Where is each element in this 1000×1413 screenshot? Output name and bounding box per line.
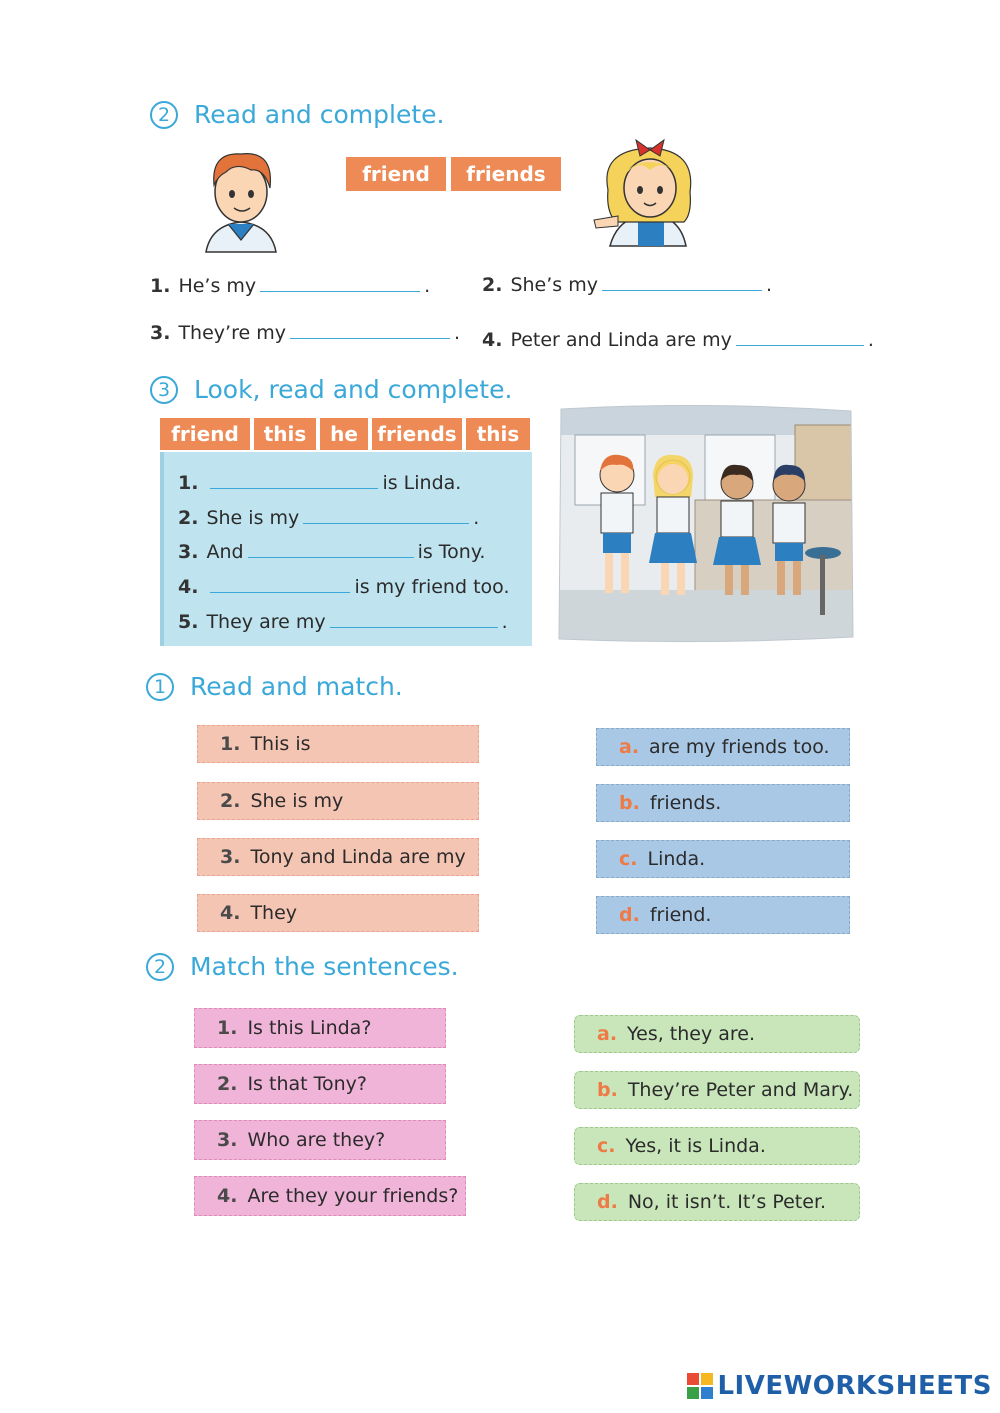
answer-blank[interactable] <box>260 273 420 292</box>
match-sentence-left-1[interactable]: 1. Is this Linda? <box>194 1008 446 1048</box>
match-sentence-right-c[interactable]: c. Yes, it is Linda. <box>574 1127 860 1165</box>
brand-text: LIVEWORKSHEETS <box>717 1371 992 1401</box>
word-chip-he: he <box>320 418 368 450</box>
section-read-complete-title <box>150 100 444 129</box>
match-sentence-left-3[interactable]: 3. Who are they? <box>194 1120 446 1160</box>
section-title-text: Read and complete. <box>194 100 445 129</box>
liveworksheets-logo-icon <box>686 1372 714 1400</box>
match-right-b[interactable]: b. friends. <box>596 784 850 822</box>
answer-blank[interactable] <box>602 272 762 291</box>
section-title-text: Match the sentences. <box>190 952 459 981</box>
match-left-1[interactable]: 1. This is <box>197 725 479 763</box>
section-match-sentences-title <box>146 952 459 981</box>
match-sentence-left-2[interactable]: 2. Is that Tony? <box>194 1064 446 1104</box>
s2-item-3: 3. And is Tony. <box>178 541 486 563</box>
s2-item-5: 5. They are my . <box>178 611 508 633</box>
s1-item-1: 1. He’s my . <box>150 275 431 297</box>
s2-item-4: 4. is my friend too. <box>178 576 510 598</box>
answer-blank[interactable] <box>210 574 350 593</box>
answer-blank[interactable] <box>736 327 864 346</box>
word-chip-this: this <box>254 418 316 450</box>
liveworksheets-brand <box>686 1371 992 1401</box>
word-chip-friends: friends <box>372 418 462 450</box>
answer-blank[interactable] <box>290 320 450 339</box>
answer-blank[interactable] <box>330 609 498 628</box>
section-read-match-title <box>146 672 403 701</box>
word-chip-friends: friends <box>451 157 561 191</box>
section-look-read-complete-title <box>150 375 512 404</box>
match-left-3[interactable]: 3. Tony and Linda are my <box>197 838 479 876</box>
s2-item-2: 2. She is my . <box>178 507 480 529</box>
match-right-a[interactable]: a. are my friends too. <box>596 728 850 766</box>
section-title-text: Read and match. <box>190 672 403 701</box>
match-right-c[interactable]: c. Linda. <box>596 840 850 878</box>
answer-blank[interactable] <box>303 505 469 524</box>
word-chip-friend: friend <box>346 157 446 191</box>
match-left-4[interactable]: 4. They <box>197 894 479 932</box>
section-title-text: Look, read and complete. <box>194 375 513 404</box>
match-left-2[interactable]: 2. She is my <box>197 782 479 820</box>
section-number: 2 <box>146 953 174 981</box>
match-sentence-right-b[interactable]: b. They’re Peter and Mary. <box>574 1071 860 1109</box>
section-number: 1 <box>146 673 174 701</box>
section-number: 3 <box>150 376 178 404</box>
answer-blank[interactable] <box>248 539 414 558</box>
girl-illustration <box>588 130 706 248</box>
match-sentence-right-d[interactable]: d. No, it isn’t. It’s Peter. <box>574 1183 860 1221</box>
match-sentence-right-a[interactable]: a. Yes, they are. <box>574 1015 860 1053</box>
match-sentence-left-4[interactable]: 4. Are they your friends? <box>194 1176 466 1216</box>
word-chip-this: this <box>466 418 530 450</box>
s1-item-2: 2. She’s my . <box>482 274 773 296</box>
section-number: 2 <box>150 101 178 129</box>
s2-item-1: 1. is Linda. <box>178 472 462 494</box>
answer-blank[interactable] <box>210 470 378 489</box>
word-chip-friend: friend <box>160 418 250 450</box>
s1-item-4: 4. Peter and Linda are my . <box>482 329 874 351</box>
children-classroom-illustration <box>555 405 855 643</box>
s1-item-3: 3. They’re my . <box>150 322 460 344</box>
boy-illustration <box>196 140 286 258</box>
match-right-d[interactable]: d. friend. <box>596 896 850 934</box>
